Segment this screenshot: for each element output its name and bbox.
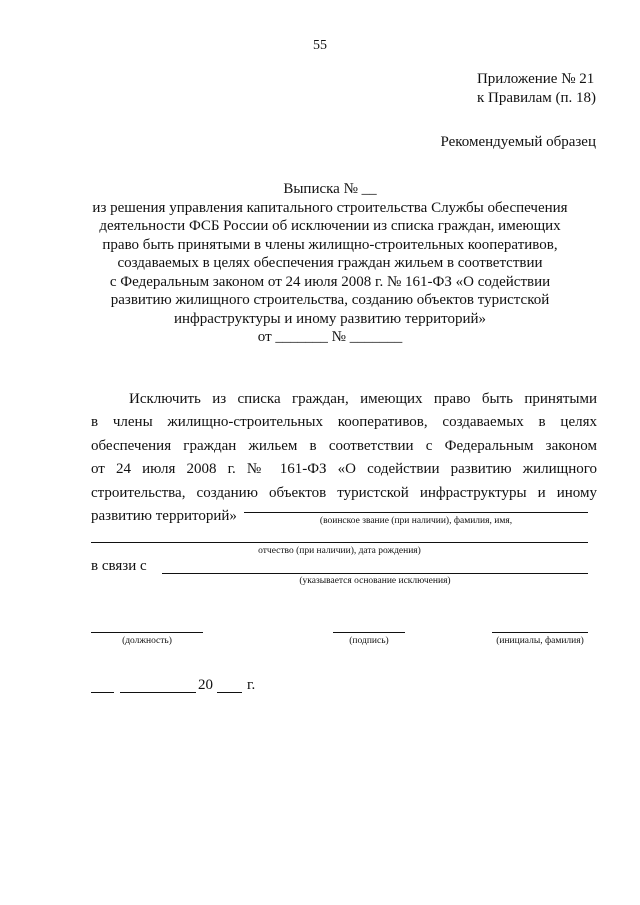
position-fill-line[interactable] bbox=[91, 632, 203, 633]
appendix-heading bbox=[477, 70, 596, 108]
year-fill-line[interactable] bbox=[217, 692, 242, 693]
title-line: из решения управления капитального строительства Службы обеспечения bbox=[92, 199, 568, 216]
month-fill-line[interactable] bbox=[120, 692, 196, 693]
title-line: развитию жилищного строительства, созданию объектов туристской bbox=[110, 292, 550, 308]
appendix-rules-ref: к Правилам (п. 18) bbox=[476, 90, 596, 106]
initials-caption: (инициалы, фамилия) bbox=[496, 636, 584, 646]
patronymic-dob-caption: отчество (при наличии), дата рождения) bbox=[258, 546, 421, 556]
title-date-number: от _______ № _______ bbox=[257, 329, 403, 345]
signature-fill-line[interactable] bbox=[333, 632, 405, 633]
document-title bbox=[60, 180, 600, 347]
reason-caption: (указывается основание исключения) bbox=[299, 576, 451, 586]
body-line: в члены жилищно-строительных кооперативов, создаваемых в целях bbox=[91, 414, 597, 431]
body-line: от 24 июля 2008 г. № 161-ФЗ «О содействии развитию жилищного bbox=[91, 461, 597, 478]
in-connection-label: в связи с bbox=[91, 558, 147, 574]
recommended-sample-label: Рекомендуемый образец bbox=[440, 134, 596, 150]
page-number: 55 bbox=[313, 38, 327, 53]
title-line: деятельности ФСБ России об исключении из списка граждан, имеющих bbox=[99, 218, 561, 234]
body-line: обеспечения граждан жильем в соответствии с Федеральным законом bbox=[91, 437, 597, 454]
rank-name-caption: (воинское звание (при наличии), фамилия, имя, bbox=[319, 516, 513, 526]
title-line: создаваемых в целях обеспечения граждан жильем в соответствии bbox=[117, 255, 543, 271]
title-line: право быть принятыми в члены жилищно-строительных кооперативов, bbox=[102, 236, 558, 253]
title-line: Выписка № __ bbox=[283, 181, 377, 197]
body-paragraph bbox=[91, 388, 597, 528]
appendix-number: Приложение № 21 bbox=[476, 71, 595, 87]
body-line: Исключить из списка граждан, имеющих право быть принятыми bbox=[129, 391, 597, 407]
signature-caption: (подпись) bbox=[349, 636, 389, 646]
body-line: развитию территорий» bbox=[91, 507, 237, 524]
year-suffix: г. bbox=[247, 677, 256, 693]
initials-fill-line[interactable] bbox=[492, 632, 588, 633]
title-line: инфраструктуры и иному развитию территорий» bbox=[173, 310, 487, 327]
patronymic-fill-line[interactable] bbox=[91, 542, 588, 543]
title-line: с Федеральным законом от 24 июля 2008 г. № 161-ФЗ «О содействии bbox=[109, 273, 551, 290]
name-fill-line[interactable] bbox=[244, 512, 588, 513]
year-prefix: 20 bbox=[198, 677, 213, 693]
reason-fill-line[interactable] bbox=[162, 573, 588, 574]
body-line: строительства, созданию объектов туристской инфраструктуры и иному bbox=[91, 484, 597, 501]
position-caption: (должность) bbox=[122, 636, 172, 646]
day-fill-line[interactable] bbox=[91, 692, 114, 693]
